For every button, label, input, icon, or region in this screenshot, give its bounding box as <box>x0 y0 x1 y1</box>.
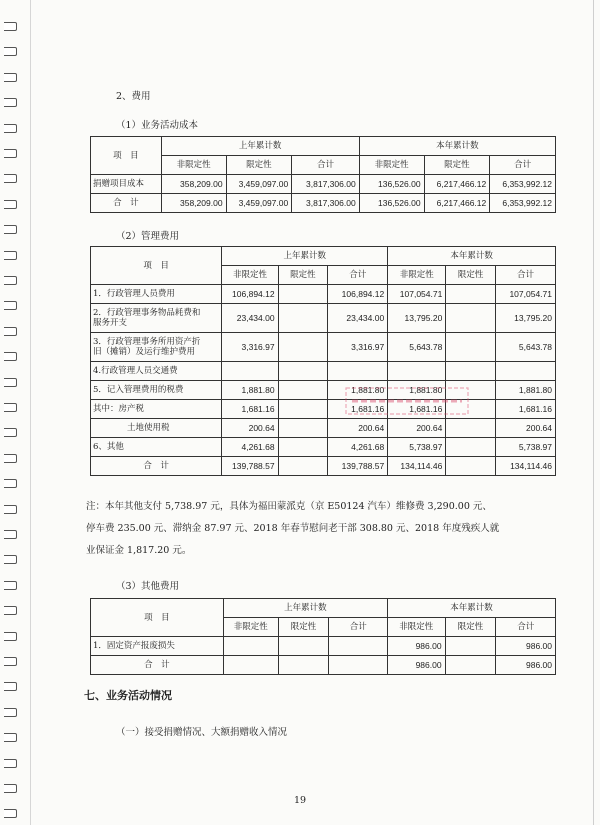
cell-value <box>445 637 496 656</box>
cell-value: 358,209.00 <box>161 175 226 194</box>
binding-hole <box>4 251 17 260</box>
row-label: 捐赠项目成本 <box>91 175 162 194</box>
cell-value <box>329 656 388 675</box>
table2-subcol: 非限定性 <box>222 266 278 285</box>
table-row <box>91 194 556 213</box>
cell-value: 200.64 <box>328 419 388 438</box>
cell-value <box>278 304 328 333</box>
cell-value: 106,894.12 <box>328 285 388 304</box>
cell-value: 986.00 <box>496 637 556 656</box>
table-row <box>91 333 556 362</box>
table2-subcol: 合计 <box>328 266 388 285</box>
table-row <box>91 457 556 476</box>
table1-col-item: 项 目 <box>91 137 162 175</box>
cell-value <box>278 400 328 419</box>
row-label-line: 1．行政管理人员费用 <box>93 289 175 299</box>
row-label-line: 5．记入管理费用的税费 <box>93 385 184 395</box>
cell-value: 3,316.97 <box>222 333 278 362</box>
cell-value <box>278 637 329 656</box>
cell-value <box>222 362 278 381</box>
cell-value: 5,643.78 <box>388 333 446 362</box>
table3-subcol: 合计 <box>329 618 388 637</box>
binding-hole <box>4 428 17 437</box>
cell-value: 13,795.20 <box>496 304 556 333</box>
binding-hole <box>4 530 17 539</box>
cell-value <box>446 304 496 333</box>
table1-subcol: 限定性 <box>424 156 490 175</box>
table2-group-curr: 本年累计数 <box>388 247 556 266</box>
binding-hole <box>4 784 17 793</box>
row-label-line: 旧（摊销）及运行维护费用 <box>93 347 196 357</box>
row-label <box>91 304 222 333</box>
table3-subcol: 合计 <box>496 618 556 637</box>
row-label: 1．固定资产报废损失 <box>91 637 224 656</box>
note-line: 停车费 235.00 元、滞纳金 87.97 元、2018 年春节慰问老干部 308.80 元、2018 年度残疾人就 <box>86 523 500 534</box>
cell-value: 1,881.80 <box>388 381 446 400</box>
cell-value: 134,114.46 <box>388 457 446 476</box>
table1-group-prev: 上年累计数 <box>161 137 359 156</box>
table-row <box>91 381 556 400</box>
cell-value: 3,459,097.00 <box>226 175 292 194</box>
cell-value: 107,054.71 <box>496 285 556 304</box>
table3-subcol: 非限定性 <box>223 618 278 637</box>
table2-subcol: 限定性 <box>278 266 328 285</box>
cell-value: 136,526.00 <box>359 175 424 194</box>
table-row <box>91 285 556 304</box>
cell-value <box>223 637 278 656</box>
row-label <box>91 400 222 419</box>
cell-value <box>328 362 388 381</box>
table1-group-curr: 本年累计数 <box>359 137 555 156</box>
table2-col-item: 项 目 <box>91 247 222 285</box>
table1-title: （1）业务活动成本 <box>116 120 199 131</box>
cell-value <box>446 438 496 457</box>
table3-subcol: 非限定性 <box>387 618 445 637</box>
cell-value: 3,316.97 <box>328 333 388 362</box>
binding-hole <box>4 378 17 387</box>
row-label-line: 6、其他 <box>93 442 124 452</box>
cell-value: 200.64 <box>388 419 446 438</box>
cell-value: 5,738.97 <box>388 438 446 457</box>
cell-value: 200.64 <box>496 419 556 438</box>
cell-value <box>329 637 388 656</box>
seal-stamp-mark <box>342 382 472 422</box>
cell-value: 3,817,306.00 <box>292 194 359 213</box>
cell-value <box>223 656 278 675</box>
cell-value: 136,526.00 <box>359 194 424 213</box>
cell-value <box>278 362 328 381</box>
binding-hole <box>4 555 17 564</box>
row-label-line: 2．行政管理事务物品耗费和 <box>93 308 201 318</box>
note-line: 注：本年其他支付 5,738.97 元，具体为福田蒙派克（京 E50124 汽车）维修费 3,290.00 元、 <box>86 501 492 512</box>
table3-col-item: 项 目 <box>91 599 224 637</box>
binding-hole <box>4 708 17 717</box>
cell-value: 6,217,466.12 <box>424 194 490 213</box>
cell-value: 13,795.20 <box>388 304 446 333</box>
table-row <box>91 175 556 194</box>
cell-value: 1,881.80 <box>328 381 388 400</box>
table3-title: （3）其他费用 <box>116 581 180 592</box>
cell-value: 5,738.97 <box>496 438 556 457</box>
binding-hole <box>4 98 17 107</box>
cell-value: 4,261.68 <box>222 438 278 457</box>
cell-value <box>446 285 496 304</box>
cell-value: 986.00 <box>387 637 445 656</box>
table-row <box>91 438 556 457</box>
binding-hole <box>4 301 17 310</box>
binding-hole <box>4 124 17 133</box>
row-label-line: 服务开支 <box>93 318 128 328</box>
cell-value: 6,353,992.12 <box>490 175 556 194</box>
row-label: 合 计 <box>91 194 162 213</box>
binding-hole <box>4 454 17 463</box>
cell-value <box>445 656 496 675</box>
binding-hole <box>4 225 17 234</box>
cell-value: 6,217,466.12 <box>424 175 490 194</box>
cell-value <box>278 457 328 476</box>
page-number: 19 <box>293 795 307 806</box>
cell-value <box>278 381 328 400</box>
cell-value <box>278 333 328 362</box>
cell-value: 986.00 <box>496 656 556 675</box>
cell-value <box>446 457 496 476</box>
cell-value: 5,643.78 <box>496 333 556 362</box>
cell-value: 106,894.12 <box>222 285 278 304</box>
row-label-line: 合 计 <box>143 461 169 471</box>
row-label <box>91 285 222 304</box>
cell-value: 3,459,097.00 <box>226 194 292 213</box>
row-label <box>91 362 222 381</box>
binding-hole <box>4 352 17 361</box>
cell-value: 1,681.16 <box>222 400 278 419</box>
table-row <box>91 304 556 333</box>
table2-group-prev: 上年累计数 <box>222 247 388 266</box>
row-label <box>91 419 222 438</box>
cell-value: 134,114.46 <box>496 457 556 476</box>
table1-subcol: 非限定性 <box>359 156 424 175</box>
binding-hole <box>4 327 17 336</box>
section7-heading: 七、业务活动情况 <box>84 689 172 702</box>
table-row <box>91 419 556 438</box>
table2-title: （2）管理费用 <box>116 231 180 242</box>
cell-value <box>446 362 496 381</box>
binding-holes <box>0 0 22 825</box>
table1-subcol: 限定性 <box>226 156 292 175</box>
binding-hole <box>4 174 17 183</box>
cell-value <box>278 419 328 438</box>
table3-group-prev: 上年累计数 <box>223 599 387 618</box>
binding-hole <box>4 47 17 56</box>
cell-value: 23,434.00 <box>222 304 278 333</box>
binding-hole <box>4 276 17 285</box>
binding-hole <box>4 581 17 590</box>
row-label-line: 土地使用税 <box>127 423 170 433</box>
row-label <box>91 381 222 400</box>
table1-subcol: 合计 <box>490 156 556 175</box>
cell-value <box>388 362 446 381</box>
binding-hole <box>4 809 17 818</box>
table-row <box>91 362 556 381</box>
cell-value: 1,681.16 <box>496 400 556 419</box>
cell-value <box>446 333 496 362</box>
cell-value: 358,209.00 <box>161 194 226 213</box>
binding-hole <box>4 657 17 666</box>
cell-value: 4,261.68 <box>328 438 388 457</box>
binding-hole <box>4 479 17 488</box>
cell-value: 139,788.57 <box>328 457 388 476</box>
binding-hole <box>4 505 17 514</box>
table-row <box>91 400 556 419</box>
cell-value: 1,881.80 <box>496 381 556 400</box>
binding-hole <box>4 22 17 31</box>
cell-value: 6,353,992.12 <box>490 194 556 213</box>
table1-subcol: 合计 <box>292 156 359 175</box>
spine-line <box>30 0 31 825</box>
admin-expense-table <box>90 246 556 476</box>
cell-value <box>496 362 556 381</box>
binding-hole <box>4 632 17 641</box>
page-edge <box>593 0 594 825</box>
row-label-line: 其中：房产税 <box>93 404 145 414</box>
cell-value: 107,054.71 <box>388 285 446 304</box>
binding-hole <box>4 73 17 82</box>
note-paragraph <box>86 496 556 562</box>
cell-value: 3,817,306.00 <box>292 175 359 194</box>
cell-value: 139,788.57 <box>222 457 278 476</box>
table2-subcol: 限定性 <box>446 266 496 285</box>
cell-value: 1,881.80 <box>222 381 278 400</box>
table2-subcol: 非限定性 <box>388 266 446 285</box>
cell-value: 1,681.16 <box>328 400 388 419</box>
binding-hole <box>4 606 17 615</box>
cell-value: 200.64 <box>222 419 278 438</box>
row-label <box>91 457 222 476</box>
binding-hole <box>4 403 17 412</box>
cell-value <box>278 656 329 675</box>
table3-subcol: 限定性 <box>445 618 496 637</box>
note-line: 业保证金 1,817.20 元。 <box>86 545 192 556</box>
binding-hole <box>4 682 17 691</box>
binding-hole <box>4 200 17 209</box>
cell-value: 986.00 <box>387 656 445 675</box>
cell-value <box>278 438 328 457</box>
row-label: 合 计 <box>91 656 224 675</box>
cell-value: 1,681.16 <box>388 400 446 419</box>
table3-group-curr: 本年累计数 <box>387 599 555 618</box>
binding-hole <box>4 733 17 742</box>
row-label-line: 3．行政管理事务所用资产折 <box>93 337 201 347</box>
row-label <box>91 438 222 457</box>
table-row <box>91 656 556 675</box>
table-row <box>91 637 556 656</box>
cell-value <box>278 285 328 304</box>
table2-subcol: 合计 <box>496 266 556 285</box>
row-label-line: 4.行政管理人员交通费 <box>93 366 178 376</box>
table3-subcol: 限定性 <box>278 618 329 637</box>
business-activity-cost-table <box>90 136 556 213</box>
binding-hole <box>4 759 17 768</box>
section-heading: 2、费用 <box>116 91 151 102</box>
row-label <box>91 333 222 362</box>
table1-subcol: 非限定性 <box>161 156 226 175</box>
other-expense-table <box>90 598 556 675</box>
section7-subheading: （一）接受捐赠情况、大额捐赠收入情况 <box>116 727 288 738</box>
cell-value: 23,434.00 <box>328 304 388 333</box>
binding-hole <box>4 149 17 158</box>
